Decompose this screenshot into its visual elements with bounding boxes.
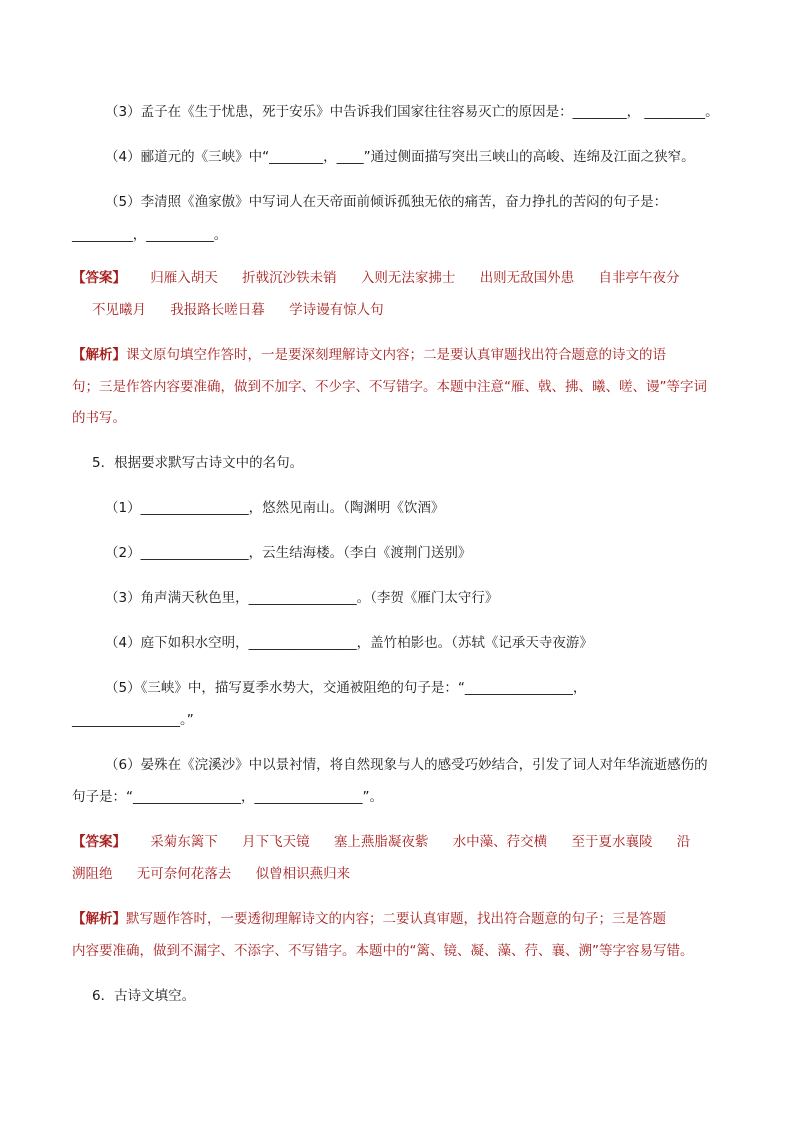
q5-item6-line1: （6）晏殊在《浣溪沙》中以景衬情，将自然现象与人的感受巧妙结合，引发了词人对年华流逝感伤的	[105, 757, 708, 773]
q5-item3: （3）角声满天秋色里，________________。（李贺《雁门太守行》	[105, 590, 499, 606]
q4-item4: （4）郦道元的《三峡》中“________，____”通过侧面描写突出三峡山的高峻、连绵及江面之狭窄。	[105, 149, 695, 165]
q4-analysis-line3: 的书写。	[72, 410, 126, 426]
q6-title: 6．古诗文填空。	[92, 988, 196, 1004]
q4-analysis-line1	[72, 345, 734, 365]
answer-tag: 【答案】	[72, 834, 126, 850]
answer-item: 塞上燕脂凝夜紫	[333, 834, 429, 850]
answer-item: 沿	[676, 834, 691, 850]
answer-item: 水中藻、荇交横	[452, 834, 548, 850]
q4-answer-line1	[72, 268, 734, 288]
analysis-text: 课文原句填空作答时，一是要深刻理解诗文内容；二是要认真审题找出符合题意的诗文的语	[126, 347, 666, 363]
q5-item5-line2: ________________。”	[72, 712, 194, 728]
q5-analysis-line2: 内容要准确，做到不漏字、不添字、不写错字。本题中的“篱、镜、凝、藻、荇、襄、溯”等字容易写错。	[72, 943, 694, 959]
answer-item: 无可奈何花落去	[136, 866, 232, 882]
analysis-tag: 【解析】	[72, 911, 126, 927]
answer-item: 采菊东篱下	[150, 834, 218, 850]
answer-item: 我报路长嗟日暮	[170, 302, 265, 318]
answer-item: 学诗谩有惊人句	[289, 302, 384, 318]
answer-tag: 【答案】	[72, 270, 126, 286]
q4-analysis-line2: 句；三是作答内容要准确，做到不加字、不少字、不写错字。本题中注意“雁、戟、拂、曦、嗟、谩”等字词	[72, 379, 707, 395]
q5-analysis-line1	[72, 909, 734, 929]
answer-item: 不见曦月	[92, 302, 146, 318]
answer-item: 至于夏水襄陵	[571, 834, 653, 850]
q4-item5-line1: （5）李清照《渔家傲》中写词人在天帝面前倾诉孤独无依的痛苦，奋力挣扎的苦闷的句子是：	[105, 194, 668, 210]
q5-title: 5．根据要求默写古诗文中的名句。	[92, 455, 304, 471]
analysis-tag: 【解析】	[72, 347, 126, 363]
answer-item: 入则无法家拂士	[360, 270, 456, 286]
q4-item3: （3）孟子在《生于忧患，死于安乐》中告诉我们国家往往容易灭亡的原因是：________， _________。	[105, 104, 719, 120]
answer-item: 出则无敌国外患	[479, 270, 575, 286]
q5-item1: （1）________________，悠然见南山。（陶渊明《饮酒》	[105, 500, 445, 516]
answer-item: 折戟沉沙铁未销	[242, 270, 337, 286]
q5-answer-line2	[72, 864, 734, 884]
q5-item2: （2）________________，云生结海楼。（李白《渡荆门送别》	[105, 545, 472, 561]
q4-answer-line2	[92, 300, 734, 320]
answer-item: 自非亭午夜分	[598, 270, 680, 286]
q5-item4: （4）庭下如积水空明，________________，盖竹柏影也。（苏轼《记承天寺夜游》	[105, 635, 593, 651]
q4-item5-line2: _________，__________。	[72, 227, 228, 243]
answer-item: 似曾相识燕归来	[255, 866, 351, 882]
q5-answer-line1	[72, 832, 734, 852]
analysis-text: 默写题作答时，一要透彻理解诗文的内容；二要认真审题，找出符合题意的句子；三是答题	[126, 911, 666, 927]
q5-item6-line2: 句子是：“________________，________________”。	[72, 789, 383, 805]
answer-item: 归雁入胡天	[150, 270, 218, 286]
q5-item5-line1: （5）《三峡》中，描写夏季水势大，交通被阻绝的句子是：“________________，	[105, 680, 587, 696]
answer-item: 溯阻绝	[72, 866, 113, 882]
answer-item: 月下飞天镜	[242, 834, 310, 850]
